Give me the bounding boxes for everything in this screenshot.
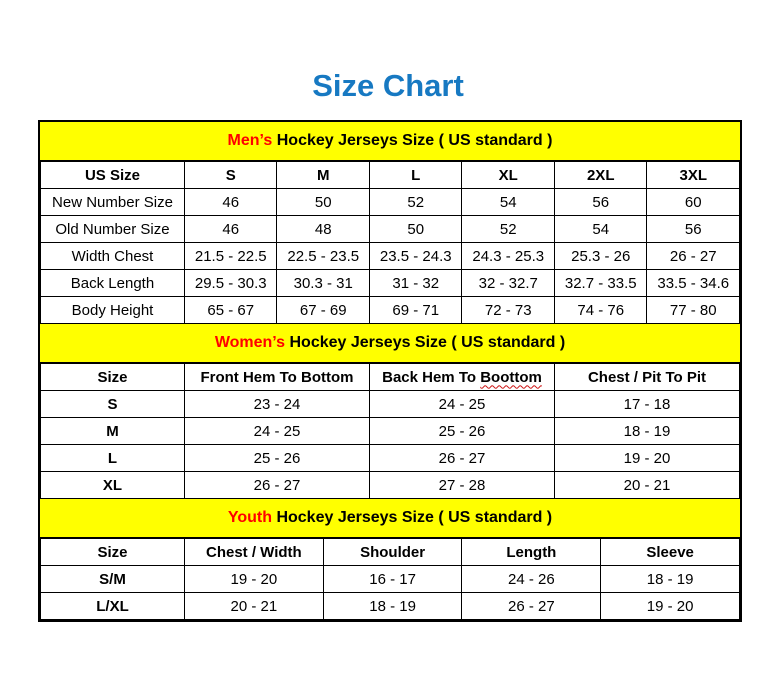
value-cell: 69 - 71: [369, 297, 462, 324]
section-heading-accent: Youth: [227, 509, 272, 526]
header-cell: Back Hem To Boottom: [369, 364, 554, 391]
row-label-cell: Width Chest: [41, 243, 185, 270]
value-cell: 54: [462, 189, 555, 216]
value-cell: 46: [184, 189, 277, 216]
page-title: Size Chart: [312, 68, 464, 103]
value-cell: 26 - 27: [369, 445, 554, 472]
table-row: [41, 189, 740, 216]
header-cell: Front Hem To Bottom: [184, 364, 369, 391]
value-cell: 50: [277, 189, 370, 216]
section-heading-accent: Men’s: [227, 132, 273, 149]
value-cell: 26 - 27: [462, 593, 601, 620]
header-cell: Chest / Pit To Pit: [554, 364, 739, 391]
row-label-cell: S/M: [41, 566, 185, 593]
header-cell: 3XL: [647, 162, 740, 189]
value-cell: 52: [462, 216, 555, 243]
size-table-youth: [40, 538, 740, 620]
table-row: [41, 472, 740, 499]
row-label-cell: Body Height: [41, 297, 185, 324]
value-cell: 16 - 17: [323, 566, 462, 593]
value-cell: 20 - 21: [554, 472, 739, 499]
value-cell: 17 - 18: [554, 391, 739, 418]
table-row: [41, 418, 740, 445]
value-cell: 65 - 67: [184, 297, 277, 324]
value-cell: 77 - 80: [647, 297, 740, 324]
value-cell: 33.5 - 34.6: [647, 270, 740, 297]
value-cell: 18 - 19: [601, 566, 740, 593]
value-cell: 50: [369, 216, 462, 243]
header-row: [41, 539, 740, 566]
table-row: [41, 593, 740, 620]
value-cell: 22.5 - 23.5: [277, 243, 370, 270]
header-cell: US Size: [41, 162, 185, 189]
value-cell: 56: [554, 189, 647, 216]
size-table-womens: [40, 363, 740, 499]
value-cell: 52: [369, 189, 462, 216]
row-label-cell: M: [41, 418, 185, 445]
value-cell: 19 - 20: [184, 566, 323, 593]
header-cell: Size: [41, 539, 185, 566]
value-cell: 46: [184, 216, 277, 243]
header-cell: XL: [462, 162, 555, 189]
header-cell: Sleeve: [601, 539, 740, 566]
value-cell: 23.5 - 24.3: [369, 243, 462, 270]
size-chart: [38, 120, 742, 622]
row-label-cell: L/XL: [41, 593, 185, 620]
header-cell: Size: [41, 364, 185, 391]
table-row: [41, 566, 740, 593]
value-cell: 25.3 - 26: [554, 243, 647, 270]
value-cell: 29.5 - 30.3: [184, 270, 277, 297]
value-cell: 18 - 19: [323, 593, 462, 620]
table-row: [41, 243, 740, 270]
section-heading-text: Hockey Jerseys Size ( US standard ): [289, 334, 566, 351]
row-label-cell: New Number Size: [41, 189, 185, 216]
section-heading-text: Hockey Jerseys Size ( US standard ): [276, 132, 553, 149]
row-label-cell: XL: [41, 472, 185, 499]
value-cell: 26 - 27: [184, 472, 369, 499]
value-cell: 48: [277, 216, 370, 243]
value-cell: 30.3 - 31: [277, 270, 370, 297]
value-cell: 19 - 20: [554, 445, 739, 472]
header-row: [41, 162, 740, 189]
value-cell: 23 - 24: [184, 391, 369, 418]
header-cell: S: [184, 162, 277, 189]
header-cell: Shoulder: [323, 539, 462, 566]
value-cell: 74 - 76: [554, 297, 647, 324]
misspelled-word: Boottom: [480, 368, 542, 386]
value-cell: 32.7 - 33.5: [554, 270, 647, 297]
section-heading-youth: [40, 499, 740, 538]
section-heading-mens: [40, 122, 740, 161]
row-label-cell: S: [41, 391, 185, 418]
value-cell: 18 - 19: [554, 418, 739, 445]
header-cell: L: [369, 162, 462, 189]
size-table-mens: [40, 161, 740, 324]
table-row: [41, 270, 740, 297]
table-row: [41, 391, 740, 418]
header-row: [41, 364, 740, 391]
header-cell: Length: [462, 539, 601, 566]
value-cell: 72 - 73: [462, 297, 555, 324]
value-cell: 24 - 26: [462, 566, 601, 593]
value-cell: 60: [647, 189, 740, 216]
value-cell: 19 - 20: [601, 593, 740, 620]
section-heading-accent: Women’s: [214, 334, 286, 351]
value-cell: 21.5 - 22.5: [184, 243, 277, 270]
value-cell: 32 - 32.7: [462, 270, 555, 297]
table-row: [41, 297, 740, 324]
value-cell: 56: [647, 216, 740, 243]
value-cell: 27 - 28: [369, 472, 554, 499]
header-cell: 2XL: [554, 162, 647, 189]
value-cell: 26 - 27: [647, 243, 740, 270]
value-cell: 20 - 21: [184, 593, 323, 620]
value-cell: 67 - 69: [277, 297, 370, 324]
value-cell: 24.3 - 25.3: [462, 243, 555, 270]
value-cell: 25 - 26: [369, 418, 554, 445]
row-label-cell: Back Length: [41, 270, 185, 297]
value-cell: 31 - 32: [369, 270, 462, 297]
header-cell: M: [277, 162, 370, 189]
value-cell: 25 - 26: [184, 445, 369, 472]
value-cell: 54: [554, 216, 647, 243]
row-label-cell: L: [41, 445, 185, 472]
value-cell: 24 - 25: [369, 391, 554, 418]
value-cell: 24 - 25: [184, 418, 369, 445]
row-label-cell: Old Number Size: [41, 216, 185, 243]
table-row: [41, 445, 740, 472]
table-row: [41, 216, 740, 243]
section-heading-text: Hockey Jerseys Size ( US standard ): [276, 509, 553, 526]
header-cell: Chest / Width: [184, 539, 323, 566]
section-heading-womens: [40, 324, 740, 363]
